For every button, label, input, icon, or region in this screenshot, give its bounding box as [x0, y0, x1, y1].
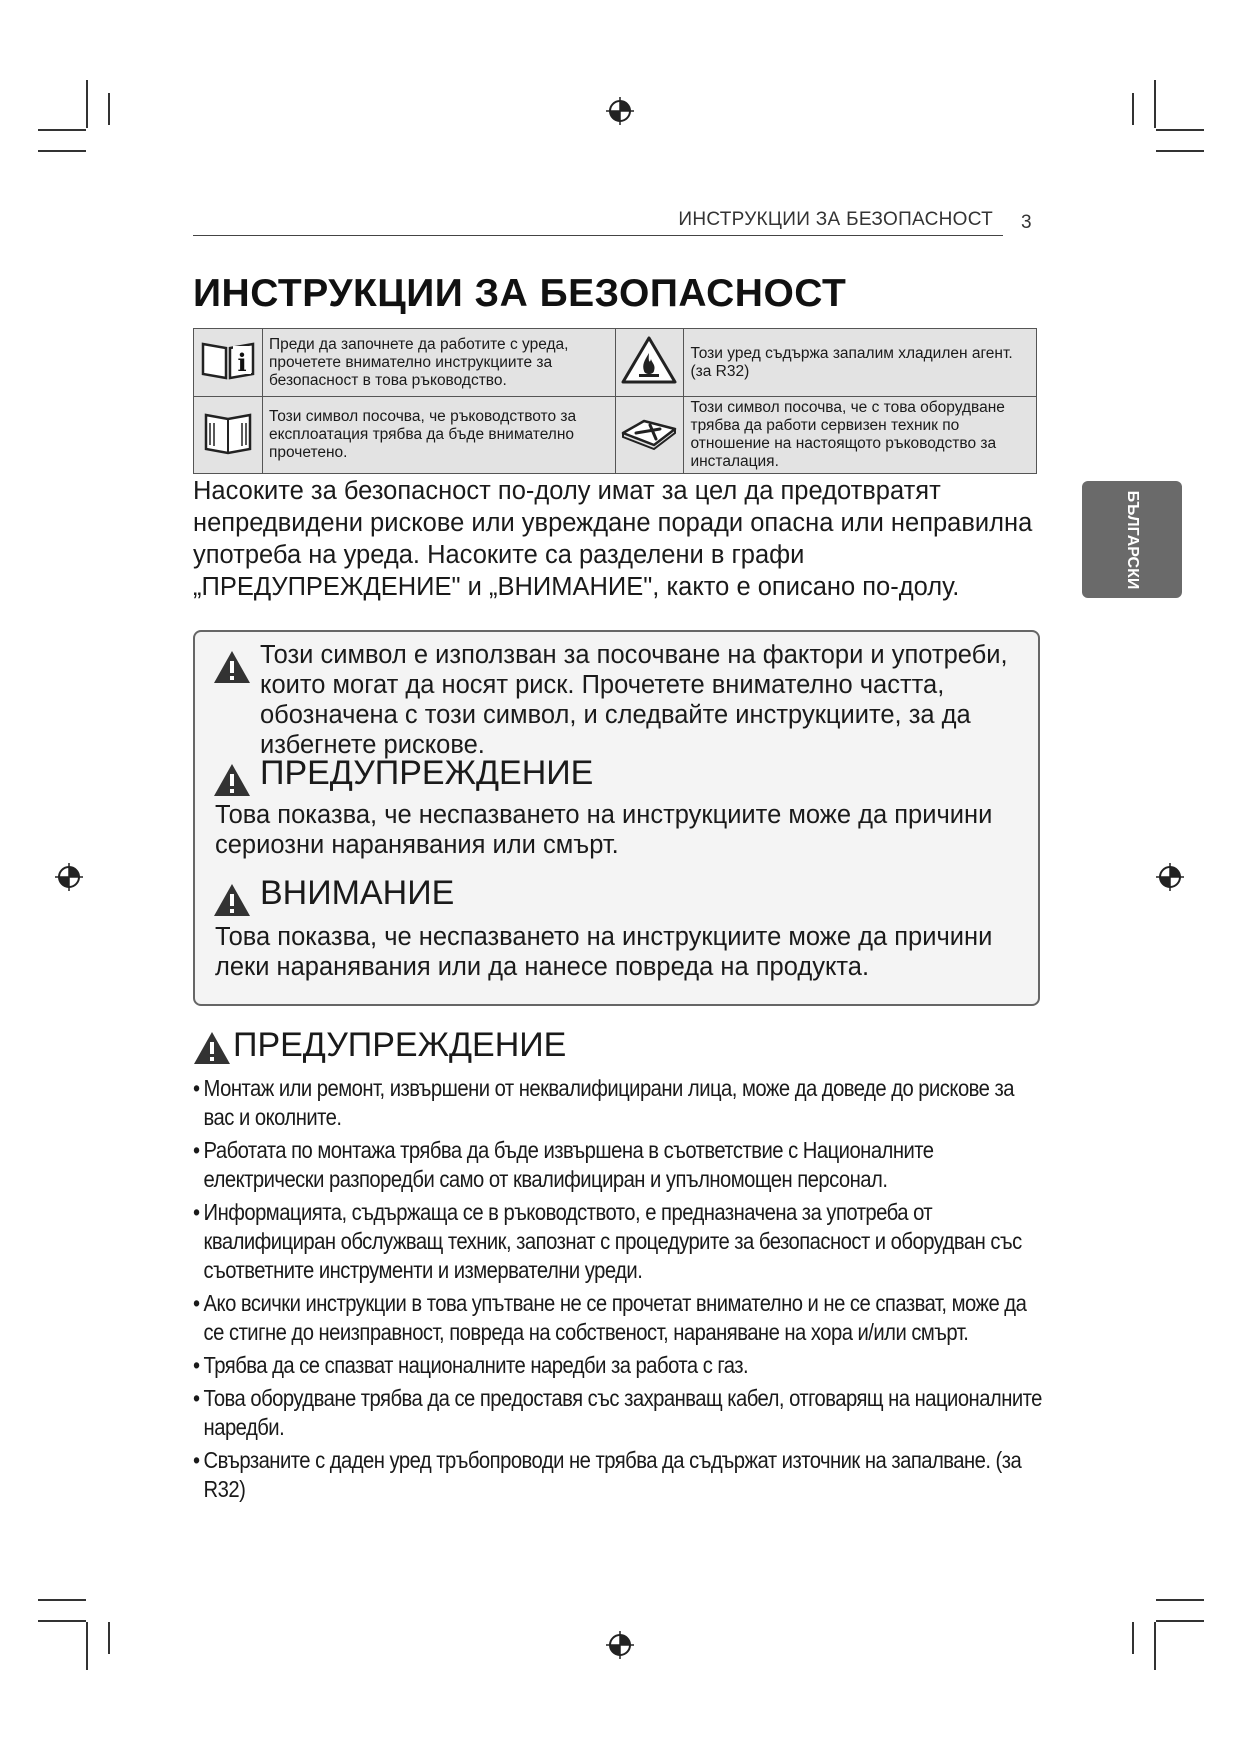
crop-mark: [1156, 1599, 1204, 1601]
running-header: [193, 205, 1003, 236]
list-item: • Това оборудване трябва да се предоставя със захранващ кабел, отговарящ на националните наредби.: [193, 1384, 1048, 1442]
symbol-description: Този уред съдържа запалим хладилен агент. (за R32): [684, 329, 1037, 397]
alert-legend-box: [193, 630, 1040, 1006]
open-book-icon: [202, 409, 254, 457]
registration-mark-icon: [605, 1630, 635, 1660]
crop-mark: [1132, 1622, 1134, 1654]
warning-description: Това показва, че неспазването на инструкциите може да причини сериозни наранявания или смърт.: [215, 801, 993, 859]
list-item: • Свързаните с даден уред тръбопроводи не трябва да съдържат източник на запалване. (за R32): [193, 1446, 1048, 1504]
registration-mark-icon: [54, 862, 84, 892]
warning-triangle-icon: [212, 882, 252, 918]
crop-mark: [108, 1622, 110, 1654]
list-item: • Трябва да се спазват националните наредби за работа с газ.: [193, 1351, 1048, 1380]
symbol-cell: [615, 397, 684, 474]
registration-mark-icon: [605, 96, 635, 126]
table-row: [194, 329, 1037, 397]
crop-mark: [38, 129, 86, 131]
service-manual-icon: [620, 415, 678, 451]
language-tab[interactable]: [1082, 481, 1182, 598]
symbol-explanation: Този символ е използван за посочване на фактори и употреби, които могат да носят риск. Прочетете внимателно частта, обозначена с този символ, и следвайте инструкциите, за да избегнете рискове.: [260, 641, 1008, 759]
svg-text:i: i: [237, 348, 247, 377]
page-number: 3: [1021, 212, 1032, 233]
symbol-cell: [194, 397, 263, 474]
warning-list: [193, 1074, 1043, 1508]
symbol-cell: [194, 329, 263, 397]
symbols-table: [193, 328, 1037, 474]
warning-section-title: ПРЕДУПРЕЖДЕНИЕ: [233, 1026, 567, 1064]
crop-mark: [86, 1622, 88, 1670]
crop-mark: [1156, 1620, 1204, 1622]
crop-mark: [38, 150, 86, 152]
list-item: • Монтаж или ремонт, извършени от неквалифицирани лица, може да доведе до рискове за вас и околните.: [193, 1074, 1048, 1132]
caution-description: Това показва, че неспазването на инструкциите може да причини леки наранявания или да нанесе повреда на продукта.: [215, 923, 993, 981]
list-item: • Ако всички инструкции в това упътване не се прочетат внимателно и не се спазват, може да се стигне до неизправност, повреда на собственост, нараняване на хора и/или смърт.: [193, 1289, 1048, 1347]
crop-mark: [1156, 150, 1204, 152]
warning-heading: ПРЕДУПРЕЖДЕНИЕ: [260, 754, 594, 792]
symbol-description: Този символ посочва, че с това оборудване трябва да работи сервизен техник по отношение на настоящото ръководство за инсталация.: [684, 397, 1037, 474]
warning-triangle-icon: [212, 762, 252, 798]
symbol-cell: [615, 329, 684, 397]
list-item: • Работата по монтажа трябва да бъде извършена в съответствие с Националните електрически разпоредби само от квалифициран и упълномощен персонал.: [193, 1136, 1048, 1194]
symbol-description: Този символ посочва, че ръководството за експлоатация трябва да бъде внимателно прочетено.: [262, 397, 615, 474]
list-item: • Информацията, съдържаща се в ръководството, е предназначена за употреба от квалифициран обслужващ техник, запознат с процедурите за безопасност и оборудван със съответните инструменти и измервателни уреди.: [193, 1198, 1048, 1285]
warning-triangle-icon: [212, 649, 252, 685]
crop-mark: [108, 93, 110, 125]
running-header-title: ИНСТРУКЦИИ ЗА БЕЗОПАСНОСТ: [678, 209, 993, 230]
crop-mark: [1132, 93, 1134, 125]
language-tab-label: БЪЛГАРСКИ: [1124, 490, 1141, 589]
crop-mark: [38, 1620, 86, 1622]
symbol-description: Преди да започнете да работите с уреда, прочетете внимателно инструкциите за безопасност в това ръководство.: [262, 329, 615, 397]
crop-mark: [86, 80, 88, 128]
crop-mark: [1154, 1622, 1156, 1670]
crop-mark: [1154, 80, 1156, 128]
intro-paragraph: Насоките за безопасност по-долу имат за цел да предотвратят непредвидени рискове или увреждане поради опасна или неправилна употреба на уреда. Насоките са разделени в графи „ПРЕДУПРЕЖДЕНИЕ" и „ВНИМАНИЕ", както е описано по-долу.: [193, 477, 1033, 601]
table-row: [194, 397, 1037, 474]
info-manual-icon: [199, 338, 257, 382]
warning-triangle-icon: [192, 1030, 232, 1066]
caution-heading: ВНИМАНИЕ: [260, 874, 455, 912]
page-title: ИНСТРУКЦИИ ЗА БЕЗОПАСНОСТ: [193, 272, 847, 315]
crop-mark: [38, 1599, 86, 1601]
registration-mark-icon: [1155, 862, 1185, 892]
crop-mark: [1156, 129, 1204, 131]
flammable-warning-icon: [620, 335, 678, 385]
